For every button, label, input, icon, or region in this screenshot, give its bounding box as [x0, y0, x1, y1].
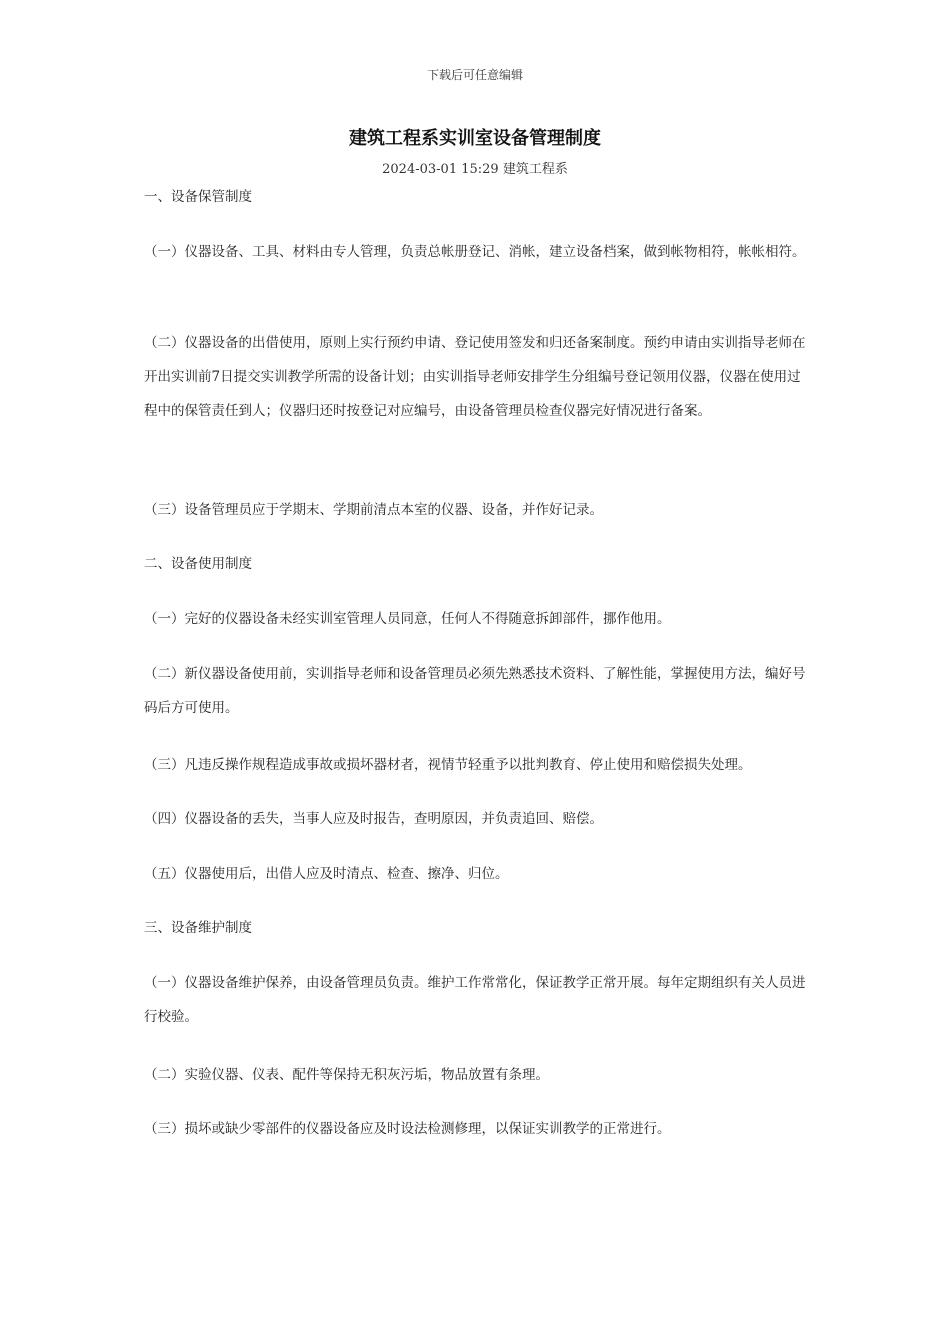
paragraph: （三）凡违反操作规程造成事故或损坏器材者，视情节轻重予以批判教育、停止使用和赔偿损失处理。 [144, 757, 752, 773]
document-meta [0, 158, 950, 177]
paragraph: （二）仪器设备的出借使用，原则上实行预约申请、登记使用签发和归还备案制度。预约申请由实训指导老师在开出实训前7日提交实训教学所需的设备计划；由实训指导老师安排学生分组编号登记领用仪器，仪器在使用过程中的保管责任到人；仪器归还时按登记对应编号，由设备管理员检查仪器完好情况进行备案。 [144, 335, 806, 419]
paragraph: （四）仪器设备的丢失，当事人应及时报告，查明原因，并负责追回、赔偿。 [144, 811, 603, 827]
paragraph: （一）完好的仪器设备未经实训室管理人员同意，任何人不得随意拆卸部件，挪作他用。 [144, 611, 671, 627]
section-heading: 一、设备保管制度 [144, 189, 252, 205]
document-datetime: 2024-03-01 15:29 [382, 162, 499, 177]
paragraph: （二）新仪器设备使用前，实训指导老师和设备管理员必须先熟悉技术资料、了解性能，掌握使用方法，编好号码后方可使用。 [144, 666, 806, 716]
paragraph: （二）实验仪器、仪表、配件等保持无积灰污垢，物品放置有条理。 [144, 1067, 549, 1083]
paragraph: （三）设备管理员应于学期末、学期前清点本室的仪器、设备，并作好记录。 [144, 502, 603, 518]
paragraph: （三）损坏或缺少零部件的仪器设备应及时设法检测修理，以保证实训教学的正常进行。 [144, 1121, 671, 1137]
header-note: 下载后可任意编辑 [426, 68, 523, 82]
section-heading: 二、设备使用制度 [144, 556, 252, 572]
paragraph: （一）仪器设备、工具、材料由专人管理，负责总帐册登记、消帐，建立设备档案，做到帐物相符，帐帐相符。 [144, 244, 806, 260]
section-heading: 三、设备维护制度 [144, 920, 252, 936]
paragraph: （五）仪器使用后，出借人应及时清点、检查、擦净、归位。 [144, 866, 509, 882]
document-department: 建筑工程系 [502, 162, 568, 177]
paragraph: （一）仪器设备维护保养，由设备管理员负责。维护工作常常化，保证教学正常开展。每年定期组织有关人员进行校验。 [144, 975, 806, 1025]
page-title: 建筑工程系实训室设备管理制度 [349, 128, 601, 149]
